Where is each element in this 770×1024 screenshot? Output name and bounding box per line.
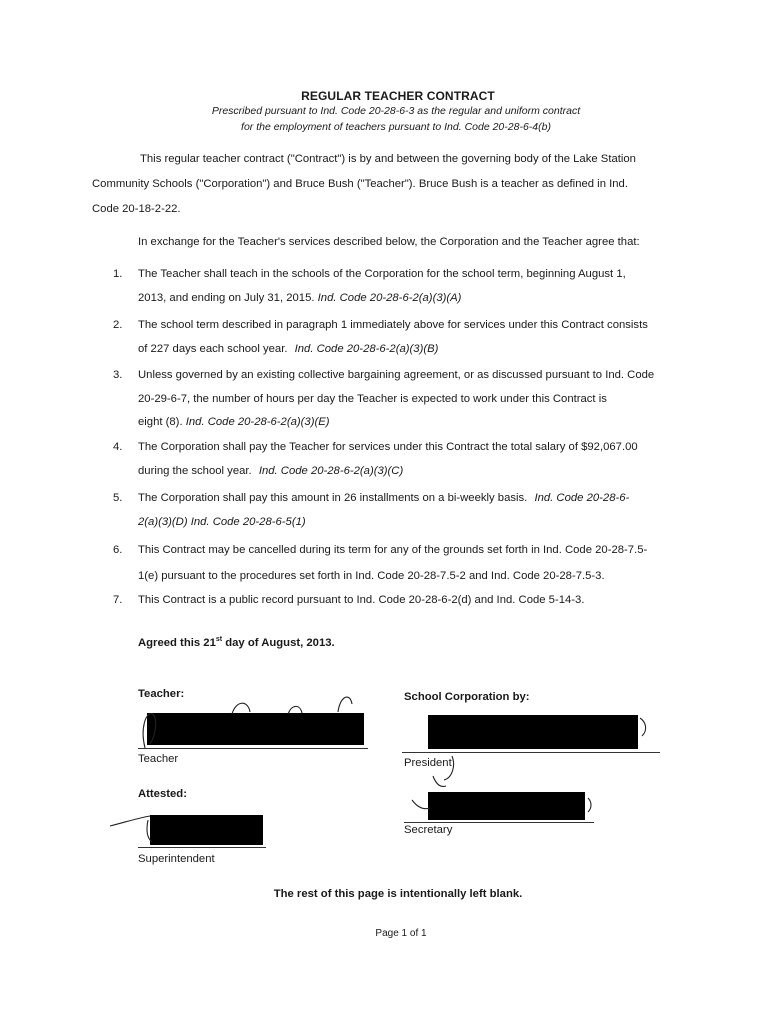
item-4-text: during the school year. [138, 465, 252, 477]
item-1-citation: Ind. Code 20-28-6-2(a)(3)(A) [317, 292, 462, 304]
item-number: 4. [113, 441, 123, 453]
item-3-line-1: Unless governed by an existing collective bargaining agreement, or as discussed pursuant to Ind. Code [138, 369, 655, 381]
item-2-line-2 [138, 343, 438, 355]
president-signature-redaction [428, 715, 638, 749]
item-2-text: of 227 days each school year. [138, 343, 288, 355]
teacher-signature-line [138, 748, 368, 749]
item-5-text: The Corporation shall pay this amount in 26 installments on a bi-weekly basis. [138, 492, 528, 504]
teacher-signature-redaction [147, 713, 364, 745]
president-signature-line [402, 752, 660, 753]
superintendent-signature-line [138, 847, 266, 848]
item-3-line-3 [138, 416, 330, 428]
item-number: 1. [113, 268, 123, 280]
item-6-line-2: 1(e) pursuant to the procedures set forth in Ind. Code 20-28-7.5-2 and Ind. Code 20-28-7.5-3. [138, 570, 605, 582]
president-label: President [404, 757, 452, 769]
item-5-citation: Ind. Code 20-28-6- [534, 492, 630, 504]
secretary-signature-redaction [428, 792, 585, 820]
subtitle-line-1: Prescribed pursuant to Ind. Code 20-28-6-3 as the regular and uniform contract [211, 105, 581, 117]
secretary-signature-line [404, 822, 594, 823]
item-6-line-1: This Contract may be cancelled during its term for any of the grounds set forth in Ind. Code 20-28-7.5- [138, 544, 648, 556]
item-2-citation: Ind. Code 20-28-6-2(a)(3)(B) [294, 343, 439, 355]
superintendent-signature-redaction [150, 815, 263, 845]
item-7-line-1: This Contract is a public record pursuant to Ind. Code 20-28-6-2(d) and Ind. Code 5-14-3. [138, 594, 585, 606]
school-corporation-heading: School Corporation by: [404, 691, 530, 703]
intro-line-1: This regular teacher contract ("Contract") is by and between the governing body of the Lake Station [140, 153, 636, 165]
item-number: 7. [113, 594, 123, 606]
intro-line-2: Community Schools ("Corporation") and Bruce Bush ("Teacher"). Bruce Bush is a teacher as defined in Ind. [92, 178, 628, 190]
item-4-line-2 [138, 465, 403, 477]
item-number: 5. [113, 492, 123, 504]
teacher-heading: Teacher: [138, 688, 185, 700]
blank-page-note: The rest of this page is intentionally left blank. [273, 888, 523, 900]
item-5-line-1 [138, 492, 629, 504]
item-4-citation: Ind. Code 20-28-6-2(a)(3)(C) [258, 465, 404, 477]
secretary-label: Secretary [404, 824, 453, 836]
item-number: 3. [113, 369, 123, 381]
item-1-text: 2013, and ending on July 31, 2015. [138, 292, 315, 304]
item-number: 6. [113, 544, 123, 556]
page-number: Page 1 of 1 [375, 928, 427, 939]
agreed-suffix-ordinal: st [215, 636, 223, 643]
subtitle-line-2: for the employment of teachers pursuant to Ind. Code 20-28-6-4(b) [241, 121, 551, 133]
item-3-citation: Ind. Code 20-28-6-2(a)(3)(E) [185, 416, 330, 428]
agreed-date [138, 636, 335, 649]
attested-heading: Attested: [138, 788, 187, 800]
agreed-suffix: day of August, 2013. [222, 636, 335, 649]
item-5-line-2: 2(a)(3)(D) Ind. Code 20-28-6-5(1) [138, 516, 306, 528]
item-3-line-2: 20-29-6-7, the number of hours per day the Teacher is expected to work under this Contract is [138, 393, 607, 405]
item-2-line-1: The school term described in paragraph 1 immediately above for services under this Contract consists [138, 319, 648, 331]
superintendent-label: Superintendent [138, 853, 215, 865]
item-3-text: eight (8). [138, 416, 183, 428]
teacher-label: Teacher [138, 753, 179, 765]
exchange-statement: In exchange for the Teacher's services described below, the Corporation and the Teacher agree that: [138, 236, 640, 248]
item-1-line-1: The Teacher shall teach in the schools of the Corporation for the school term, beginning August 1, [138, 268, 626, 280]
item-4-line-1: The Corporation shall pay the Teacher for services under this Contract the total salary of $92,067.00 [138, 441, 638, 453]
document-title: REGULAR TEACHER CONTRACT [301, 89, 495, 103]
agreed-prefix: Agreed this 21 [138, 636, 216, 649]
intro-line-3: Code 20-18-2-22. [92, 203, 181, 215]
item-number: 2. [113, 319, 123, 331]
item-1-line-2 [138, 292, 461, 304]
